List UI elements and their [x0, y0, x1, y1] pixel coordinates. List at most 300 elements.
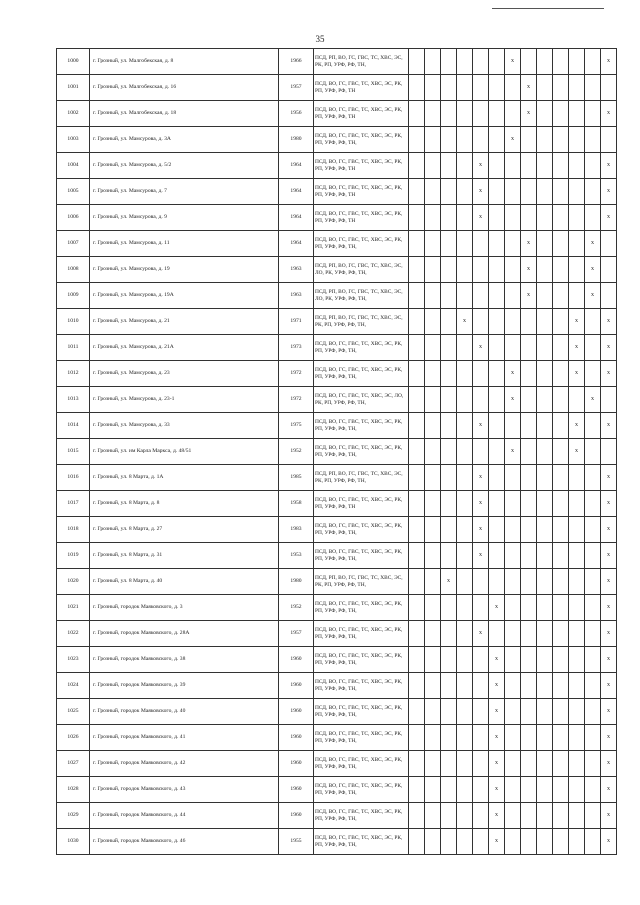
mark-cell: [489, 491, 505, 517]
mark-cell: [569, 725, 585, 751]
blank-cell: [409, 127, 425, 153]
address-cell: г. Грозный, городок Маяковского, д. 44: [90, 803, 279, 829]
mark-cell: [569, 621, 585, 647]
blank-cell: [425, 829, 441, 855]
mark-cell: x: [585, 387, 601, 413]
mark-cell: [473, 829, 489, 855]
mark-cell: [457, 49, 473, 75]
mark-cell: [553, 309, 569, 335]
mark-cell: [473, 387, 489, 413]
address-cell: г. Грозный, городок Маяковского, д. 40: [90, 699, 279, 725]
address-cell: г. Грозный, ул. 8 Марта, д. 8: [90, 491, 279, 517]
work-types-cell: ПСД, ВО, ГС, ГВС, ТС, ХВС, ЭС, РК, РП, УРФ, РФ, ТН: [314, 205, 409, 231]
mark-cell: [457, 725, 473, 751]
mark-cell: [553, 127, 569, 153]
table-row: [57, 439, 617, 465]
work-types-cell: ПСД, РП, ВО, ГС, ГВС, ТС, ХВС, ЭС, РК, РП, УРФ, РФ, ТН,: [314, 569, 409, 595]
mark-cell: [585, 829, 601, 855]
blank-cell: [409, 205, 425, 231]
mark-cell: [457, 127, 473, 153]
row-number-cell: 1029: [57, 803, 90, 829]
mark-cell: [489, 179, 505, 205]
mark-cell: x: [489, 647, 505, 673]
mark-cell: x: [473, 205, 489, 231]
mark-cell: [537, 699, 553, 725]
mark-cell: [489, 283, 505, 309]
mark-cell: [553, 673, 569, 699]
mark-cell: [457, 803, 473, 829]
address-cell: г. Грозный, ул. Мамсурова, д. 3А: [90, 127, 279, 153]
mark-cell: [553, 75, 569, 101]
mark-cell: x: [601, 543, 617, 569]
mark-cell: [473, 673, 489, 699]
table-row: [57, 127, 617, 153]
row-number-cell: 1017: [57, 491, 90, 517]
mark-cell: [505, 777, 521, 803]
address-cell: г. Грозный, городок Маяковского, д. 46: [90, 829, 279, 855]
mark-cell: [537, 725, 553, 751]
mark-cell: [553, 699, 569, 725]
mark-cell: [569, 387, 585, 413]
mark-cell: [553, 751, 569, 777]
mark-cell: x: [489, 595, 505, 621]
mark-cell: x: [601, 673, 617, 699]
row-number-cell: 1027: [57, 751, 90, 777]
blank-cell: [409, 829, 425, 855]
work-types-cell: ПСД, ВО, ГС, ГВС, ТС, ХВС, ЭС, РК, РП, УРФ, РФ, ТН,: [314, 595, 409, 621]
row-number-cell: 1019: [57, 543, 90, 569]
table-row: [57, 231, 617, 257]
blank-cell: [409, 543, 425, 569]
mark-cell: [441, 413, 457, 439]
mark-cell: x: [473, 335, 489, 361]
row-number-cell: 1006: [57, 205, 90, 231]
table-body: [57, 49, 617, 855]
mark-cell: [473, 699, 489, 725]
mark-cell: [489, 231, 505, 257]
address-cell: г. Грозный, ул. Мамсурова, д. 5/2: [90, 153, 279, 179]
mark-cell: [489, 101, 505, 127]
blank-cell: [425, 751, 441, 777]
mark-cell: [601, 283, 617, 309]
mark-cell: [537, 179, 553, 205]
address-cell: г. Грозный, городок Маяковского, д. 42: [90, 751, 279, 777]
address-cell: г. Грозный, городок Маяковского, д. 41: [90, 725, 279, 751]
mark-cell: [457, 595, 473, 621]
mark-cell: [505, 309, 521, 335]
mark-cell: x: [457, 309, 473, 335]
row-number-cell: 1007: [57, 231, 90, 257]
mark-cell: [569, 699, 585, 725]
address-cell: г. Грозный, городок Маяковского, д. 28А: [90, 621, 279, 647]
mark-cell: [457, 205, 473, 231]
mark-cell: [457, 699, 473, 725]
mark-cell: [489, 413, 505, 439]
mark-cell: x: [601, 803, 617, 829]
year-cell: 1953: [279, 543, 314, 569]
mark-cell: [521, 673, 537, 699]
table-row: [57, 517, 617, 543]
mark-cell: [585, 673, 601, 699]
row-number-cell: 1000: [57, 49, 90, 75]
mark-cell: [473, 595, 489, 621]
mark-cell: [537, 621, 553, 647]
mark-cell: [457, 465, 473, 491]
blank-cell: [409, 179, 425, 205]
mark-cell: [473, 101, 489, 127]
row-number-cell: 1023: [57, 647, 90, 673]
year-cell: 1964: [279, 179, 314, 205]
blank-cell: [425, 387, 441, 413]
mark-cell: [585, 777, 601, 803]
blank-cell: [425, 257, 441, 283]
blank-cell: [425, 75, 441, 101]
mark-cell: [457, 673, 473, 699]
mark-cell: [489, 335, 505, 361]
year-cell: 1964: [279, 153, 314, 179]
mark-cell: [441, 75, 457, 101]
row-number-cell: 1025: [57, 699, 90, 725]
page-number: 35: [315, 34, 325, 44]
mark-cell: x: [601, 413, 617, 439]
mark-cell: [441, 439, 457, 465]
mark-cell: [553, 283, 569, 309]
blank-cell: [409, 75, 425, 101]
mark-cell: [585, 699, 601, 725]
mark-cell: [457, 647, 473, 673]
blank-cell: [425, 439, 441, 465]
address-cell: г. Грозный, городок Маяковского, д. 3: [90, 595, 279, 621]
mark-cell: [457, 101, 473, 127]
table-row: [57, 49, 617, 75]
mark-cell: [537, 335, 553, 361]
blank-cell: [425, 725, 441, 751]
row-number-cell: 1030: [57, 829, 90, 855]
mark-cell: [473, 803, 489, 829]
mark-cell: [553, 101, 569, 127]
mark-cell: [521, 153, 537, 179]
mark-cell: [553, 491, 569, 517]
work-types-cell: ПСД, ВО, ГС, ГВС, ТС, ХВС, ЭС, РК, РП, УРФ, РФ, ТН,: [314, 361, 409, 387]
work-types-cell: ПСД, ВО, ГС, ГВС, ТС, ХВС, ЭС, РК, РП, УРФ, РФ, ТН: [314, 179, 409, 205]
mark-cell: [553, 179, 569, 205]
year-cell: 1983: [279, 517, 314, 543]
mark-cell: [521, 465, 537, 491]
mark-cell: [457, 413, 473, 439]
work-types-cell: ПСД, ВО, ГС, ГВС, ТС, ХВС, ЭС, РК, РП, УРФ, РФ, ТН,: [314, 335, 409, 361]
mark-cell: [537, 465, 553, 491]
blank-cell: [425, 699, 441, 725]
mark-cell: [569, 179, 585, 205]
mark-cell: [569, 647, 585, 673]
mark-cell: [521, 387, 537, 413]
mark-cell: [569, 491, 585, 517]
work-types-cell: ПСД, ВО, ГС, ГВС, ТС, ХВС, ЭС, РК, РП, УРФ, РФ, ТН,: [314, 725, 409, 751]
mark-cell: [521, 439, 537, 465]
row-number-cell: 1011: [57, 335, 90, 361]
mark-cell: x: [505, 127, 521, 153]
mark-cell: [521, 595, 537, 621]
blank-cell: [409, 309, 425, 335]
mark-cell: [505, 257, 521, 283]
mark-cell: [553, 647, 569, 673]
row-number-cell: 1014: [57, 413, 90, 439]
mark-cell: x: [473, 413, 489, 439]
mark-cell: [569, 127, 585, 153]
address-cell: г. Грозный, ул. им Карла Маркса, д. 48/51: [90, 439, 279, 465]
mark-cell: [553, 153, 569, 179]
mark-cell: [521, 621, 537, 647]
blank-cell: [425, 621, 441, 647]
mark-cell: [457, 491, 473, 517]
mark-cell: [441, 283, 457, 309]
row-number-cell: 1012: [57, 361, 90, 387]
address-cell: г. Грозный, ул. Малгобекская, д. 8: [90, 49, 279, 75]
table-row: [57, 361, 617, 387]
mark-cell: [601, 127, 617, 153]
blank-cell: [425, 647, 441, 673]
address-cell: г. Грозный, ул. Мамсурова, д. 23-1: [90, 387, 279, 413]
mark-cell: [521, 751, 537, 777]
row-number-cell: 1002: [57, 101, 90, 127]
blank-cell: [425, 543, 441, 569]
mark-cell: [505, 569, 521, 595]
mark-cell: [585, 309, 601, 335]
mark-cell: [537, 231, 553, 257]
work-types-cell: ПСД, ВО, ГС, ГВС, ТС, ХВС, ЭС, РК, РП, УРФ, РФ, ТН,: [314, 127, 409, 153]
year-cell: 1960: [279, 777, 314, 803]
year-cell: 1972: [279, 387, 314, 413]
mark-cell: [537, 803, 553, 829]
mark-cell: [553, 361, 569, 387]
mark-cell: [473, 439, 489, 465]
mark-cell: [521, 309, 537, 335]
mark-cell: [473, 725, 489, 751]
mark-cell: x: [473, 465, 489, 491]
row-number-cell: 1008: [57, 257, 90, 283]
blank-cell: [409, 257, 425, 283]
mark-cell: [441, 491, 457, 517]
mark-cell: [521, 205, 537, 231]
mark-cell: [505, 621, 521, 647]
mark-cell: [489, 127, 505, 153]
blank-cell: [409, 153, 425, 179]
blank-cell: [409, 621, 425, 647]
blank-cell: [409, 673, 425, 699]
mark-cell: x: [601, 101, 617, 127]
mark-cell: [521, 829, 537, 855]
mark-cell: x: [505, 49, 521, 75]
table-row: [57, 725, 617, 751]
mark-cell: [569, 101, 585, 127]
mark-cell: [489, 153, 505, 179]
mark-cell: [585, 725, 601, 751]
table-row: [57, 101, 617, 127]
mark-cell: [505, 595, 521, 621]
mark-cell: [569, 751, 585, 777]
mark-cell: [505, 829, 521, 855]
work-types-cell: ПСД, РП, ВО, ГС, ГВС, ТС, ХВС, ЭС, РК, РП, УРФ, РФ, ТН,: [314, 49, 409, 75]
mark-cell: [473, 569, 489, 595]
mark-cell: [505, 491, 521, 517]
work-types-cell: ПСД, ВО, ГС, ГВС, ТС, ХВС, ЭС, РК, РП, УРФ, РФ, ТН,: [314, 517, 409, 543]
blank-cell: [409, 231, 425, 257]
table-row: [57, 699, 617, 725]
work-types-cell: ПСД, ВО, ГС, ГВС, ТС, ХВС, ЭС, РК, РП, УРФ, РФ, ТН,: [314, 673, 409, 699]
mark-cell: x: [473, 491, 489, 517]
mark-cell: x: [489, 803, 505, 829]
mark-cell: [505, 751, 521, 777]
year-cell: 1958: [279, 491, 314, 517]
mark-cell: x: [585, 283, 601, 309]
blank-cell: [409, 49, 425, 75]
mark-cell: x: [521, 101, 537, 127]
blank-cell: [409, 361, 425, 387]
mark-cell: [537, 517, 553, 543]
mark-cell: [537, 647, 553, 673]
work-types-cell: ПСД, ВО, ГС, ГВС, ТС, ХВС, ЭС, РК, РП, УРФ, РФ, ТН,: [314, 699, 409, 725]
blank-cell: [425, 309, 441, 335]
mark-cell: x: [569, 439, 585, 465]
mark-cell: [569, 257, 585, 283]
work-types-cell: ПСД, ВО, ГС, ГВС, ТС, ХВС, ЭС, РК, РП, УРФ, РФ, ТН: [314, 101, 409, 127]
mark-cell: [457, 829, 473, 855]
blank-cell: [409, 283, 425, 309]
buildings-table: [56, 48, 617, 855]
work-types-cell: ПСД, ВО, ГС, ГВС, ТС, ХВС, ЭС, РК, РП, УРФ, РФ, ТН: [314, 153, 409, 179]
blank-cell: [425, 517, 441, 543]
mark-cell: [441, 517, 457, 543]
year-cell: 1980: [279, 127, 314, 153]
mark-cell: [553, 829, 569, 855]
mark-cell: [441, 101, 457, 127]
mark-cell: x: [489, 699, 505, 725]
mark-cell: x: [601, 179, 617, 205]
mark-cell: [553, 413, 569, 439]
table-row: [57, 673, 617, 699]
mark-cell: [441, 335, 457, 361]
table-row: [57, 387, 617, 413]
mark-cell: [441, 647, 457, 673]
mark-cell: [457, 361, 473, 387]
mark-cell: [473, 361, 489, 387]
mark-cell: [537, 309, 553, 335]
mark-cell: [585, 751, 601, 777]
mark-cell: x: [489, 829, 505, 855]
address-cell: г. Грозный, городок Маяковского, д. 43: [90, 777, 279, 803]
work-types-cell: ПСД, ВО, ГС, ГВС, ТС, ХВС, ЭС, РК, РП, УРФ, РФ, ТН: [314, 75, 409, 101]
work-types-cell: ПСД, ВО, ГС, ГВС, ТС, ХВС, ЭС, РК, РП, УРФ, РФ, ТН,: [314, 543, 409, 569]
mark-cell: [473, 127, 489, 153]
blank-cell: [409, 517, 425, 543]
mark-cell: [441, 595, 457, 621]
mark-cell: [585, 595, 601, 621]
mark-cell: [537, 75, 553, 101]
mark-cell: [585, 127, 601, 153]
mark-cell: [489, 387, 505, 413]
mark-cell: [537, 439, 553, 465]
mark-cell: [537, 153, 553, 179]
year-cell: 1960: [279, 647, 314, 673]
row-number-cell: 1022: [57, 621, 90, 647]
mark-cell: [473, 257, 489, 283]
mark-cell: [537, 543, 553, 569]
mark-cell: [441, 699, 457, 725]
row-number-cell: 1016: [57, 465, 90, 491]
mark-cell: [521, 699, 537, 725]
year-cell: 1957: [279, 75, 314, 101]
mark-cell: [441, 231, 457, 257]
mark-cell: [537, 257, 553, 283]
blank-cell: [425, 205, 441, 231]
table-row: [57, 75, 617, 101]
mark-cell: x: [521, 75, 537, 101]
table-row: [57, 283, 617, 309]
mark-cell: [457, 283, 473, 309]
mark-cell: [569, 49, 585, 75]
mark-cell: [441, 257, 457, 283]
work-types-cell: ПСД, РП, ВО, ГС, ГВС, ТС, ХВС, ЭС, РК, РП, УРФ, РФ, ТН,: [314, 309, 409, 335]
mark-cell: [569, 673, 585, 699]
row-number-cell: 1001: [57, 75, 90, 101]
mark-cell: [489, 75, 505, 101]
mark-cell: [553, 387, 569, 413]
mark-cell: x: [473, 517, 489, 543]
mark-cell: [537, 101, 553, 127]
table-row: [57, 543, 617, 569]
blank-cell: [409, 751, 425, 777]
top-margin-line: [492, 8, 604, 9]
mark-cell: [537, 413, 553, 439]
blank-cell: [425, 283, 441, 309]
mark-cell: [521, 569, 537, 595]
mark-cell: [521, 491, 537, 517]
mark-cell: [473, 49, 489, 75]
blank-cell: [409, 335, 425, 361]
address-cell: г. Грозный, ул. Мамсурова, д. 19: [90, 257, 279, 283]
mark-cell: [505, 725, 521, 751]
mark-cell: [441, 803, 457, 829]
mark-cell: x: [601, 361, 617, 387]
row-number-cell: 1024: [57, 673, 90, 699]
mark-cell: x: [489, 777, 505, 803]
mark-cell: [585, 361, 601, 387]
mark-cell: [457, 543, 473, 569]
table-row: [57, 803, 617, 829]
address-cell: г. Грозный, ул. 8 Марта, д. 27: [90, 517, 279, 543]
mark-cell: x: [569, 309, 585, 335]
mark-cell: [537, 49, 553, 75]
mark-cell: [569, 153, 585, 179]
blank-cell: [409, 387, 425, 413]
year-cell: 1963: [279, 283, 314, 309]
mark-cell: [553, 517, 569, 543]
mark-cell: x: [601, 465, 617, 491]
blank-cell: [409, 595, 425, 621]
mark-cell: [505, 283, 521, 309]
mark-cell: [569, 595, 585, 621]
mark-cell: x: [601, 335, 617, 361]
blank-cell: [409, 647, 425, 673]
address-cell: г. Грозный, ул. 8 Марта, д. 31: [90, 543, 279, 569]
table-row: [57, 595, 617, 621]
mark-cell: x: [601, 569, 617, 595]
blank-cell: [425, 803, 441, 829]
mark-cell: [569, 205, 585, 231]
blank-cell: [425, 101, 441, 127]
mark-cell: [585, 621, 601, 647]
mark-cell: [473, 231, 489, 257]
